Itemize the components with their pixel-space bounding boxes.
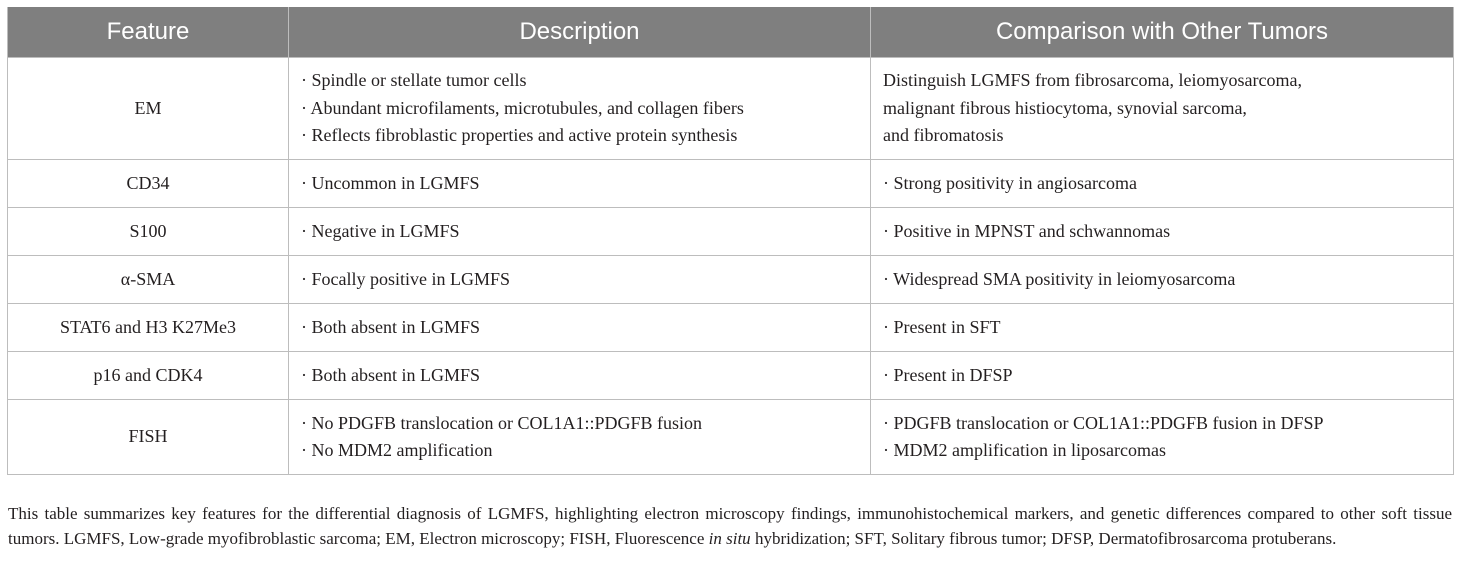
description-cell — [289, 400, 871, 475]
description-line: · Negative in LGMFS — [301, 220, 460, 241]
description-line: · Reflects fibroblastic properties and active protein synthesis — [301, 125, 738, 146]
diagnosis-table-container — [7, 7, 1453, 475]
comparison-cell — [871, 58, 1454, 160]
comparison-cell — [871, 400, 1454, 475]
description-line: · Abundant microfilaments, microtubules, and collagen fibers — [301, 97, 744, 118]
description-cell — [289, 160, 871, 208]
comparison-cell — [871, 304, 1454, 352]
table-row — [8, 256, 1454, 304]
comparison-line: · PDGFB translocation or COL1A1::PDGFB fusion in DFSP — [883, 412, 1324, 433]
table-row — [8, 304, 1454, 352]
description-cell — [289, 352, 871, 400]
description-cell — [289, 58, 871, 160]
comparison-line: and fibromatosis — [883, 125, 1004, 146]
table-row — [8, 400, 1454, 475]
comparison-cell — [871, 160, 1454, 208]
description-line: · No PDGFB translocation or COL1A1::PDGFB fusion — [301, 412, 703, 433]
comparison-line: · Present in DFSP — [883, 364, 1013, 385]
table-row — [8, 160, 1454, 208]
comparison-line: Distinguish LGMFS from fibrosarcoma, leiomyosarcoma, — [883, 70, 1302, 91]
feature-cell: EM — [8, 58, 289, 160]
comparison-line: · Positive in MPNST and schwannomas — [883, 220, 1171, 241]
description-cell — [289, 208, 871, 256]
description-line: · Both absent in LGMFS — [301, 364, 481, 385]
feature-cell: S100 — [8, 208, 289, 256]
comparison-line: · MDM2 amplification in liposarcomas — [883, 440, 1166, 460]
comparison-cell — [871, 352, 1454, 400]
description-line: · Spindle or stellate tumor cells — [301, 70, 527, 91]
table-caption — [8, 502, 1452, 551]
table-header-row — [8, 7, 1454, 58]
feature-cell: STAT6 and H3 K27Me3 — [8, 304, 289, 352]
feature-cell: CD34 — [8, 160, 289, 208]
caption-italic-term: in situ — [708, 528, 751, 548]
comparison-line: · Widespread SMA positivity in leiomyosarcoma — [883, 268, 1236, 289]
caption-text-end: hybridization; SFT, Solitary fibrous tumor; DFSP, Dermatofibrosarcoma protuberans. — [750, 528, 1337, 548]
header-description: Description — [289, 7, 871, 58]
description-cell — [289, 304, 871, 352]
comparison-cell — [871, 208, 1454, 256]
description-line: · Uncommon in LGMFS — [301, 172, 480, 193]
comparison-line: · Strong positivity in angiosarcoma — [883, 172, 1137, 193]
caption-text-start: This table summarizes key features for the differential diagnosis of LGMFS, highlighting electron microscopy findings, immunohistochemical markers, and genetic differences compared to other soft tissue tumors. LGMFS, Low-grade myofibroblastic sarcoma; EM, Electron microscopy; FISH, Fluorescence — [8, 504, 1452, 548]
header-feature: Feature — [8, 7, 289, 58]
description-line: · No MDM2 amplification — [301, 440, 493, 460]
description-line: · Both absent in LGMFS — [301, 316, 481, 337]
table-row — [8, 208, 1454, 256]
table-row — [8, 58, 1454, 160]
feature-cell: α-SMA — [8, 256, 289, 304]
header-comparison: Comparison with Other Tumors — [871, 7, 1454, 58]
differential-diagnosis-table — [7, 7, 1454, 475]
description-line: · Focally positive in LGMFS — [301, 268, 511, 289]
table-row — [8, 352, 1454, 400]
comparison-line: · Present in SFT — [883, 316, 1001, 337]
comparison-line: malignant fibrous histiocytoma, synovial sarcoma, — [883, 97, 1247, 118]
description-cell — [289, 256, 871, 304]
feature-cell: FISH — [8, 400, 289, 475]
feature-cell: p16 and CDK4 — [8, 352, 289, 400]
comparison-cell — [871, 256, 1454, 304]
